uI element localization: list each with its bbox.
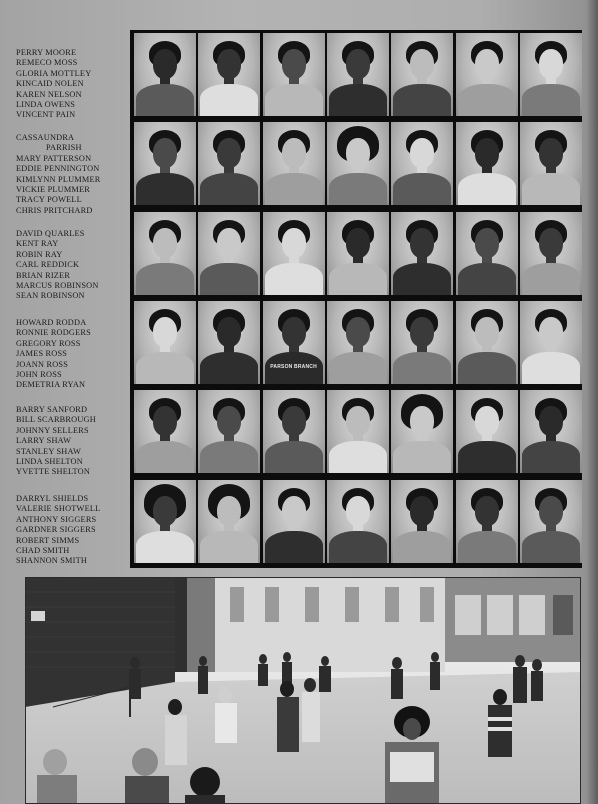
student-name: BARRY SANFORD <box>16 405 88 414</box>
student-name: SHANNON SMITH <box>16 556 88 566</box>
student-portrait <box>134 122 196 205</box>
student-portrait <box>327 390 389 473</box>
student-name: ANTHONY SIGGERS <box>16 514 97 524</box>
student-portrait <box>520 122 582 205</box>
student-portrait <box>134 301 196 384</box>
portrait-grid <box>130 30 582 568</box>
student-portrait <box>456 390 518 473</box>
student-portrait <box>327 122 389 205</box>
candid-photo-image <box>25 577 581 804</box>
student-name: JAMES ROSS <box>16 349 68 359</box>
student-portrait <box>520 212 582 295</box>
student-name: REMECO MOSS <box>16 58 78 68</box>
student-portrait <box>456 212 518 295</box>
student-portrait <box>134 480 196 563</box>
student-portrait <box>327 33 389 116</box>
student-portrait <box>456 301 518 384</box>
student-portrait <box>520 480 582 563</box>
student-name: CHRIS PRITCHARD <box>16 205 93 215</box>
student-name: DAVID QUARLES <box>16 229 85 238</box>
student-portrait <box>327 301 389 384</box>
student-portrait <box>520 301 582 384</box>
student-name: KAREN NELSON <box>16 89 82 99</box>
student-name: GREGORY ROSS <box>16 338 81 348</box>
shirt-lettering: PARSON BRANCH <box>270 363 317 370</box>
student-portrait <box>198 122 260 205</box>
student-name: VICKIE PLUMMER <box>16 185 91 195</box>
student-name: LARRY SHAW <box>16 436 72 446</box>
student-name: RONNIE RODGERS <box>16 328 91 338</box>
name-list-row-2 <box>16 133 128 216</box>
student-portrait <box>391 301 453 384</box>
student-portrait <box>391 390 453 473</box>
student-name: EDDIE PENNINGTON <box>16 164 100 174</box>
student-name: YVETTE SHELTON <box>16 467 91 477</box>
student-portrait <box>134 33 196 116</box>
student-name: JOHN ROSS <box>16 370 62 380</box>
student-name: LINDA OWENS <box>16 100 76 110</box>
student-name: DARRYL SHIELDS <box>16 494 89 503</box>
student-name: LINDA SHELTON <box>16 457 83 467</box>
student-portrait <box>327 212 389 295</box>
student-name: BRIAN RIZER <box>16 270 71 280</box>
student-name: TRACY POWELL <box>16 195 82 205</box>
student-portrait <box>391 33 453 116</box>
student-name: ROBERT SIMMS <box>16 535 80 545</box>
name-list-row-6 <box>16 494 128 567</box>
student-portrait <box>327 480 389 563</box>
student-portrait <box>263 122 325 205</box>
student-name: JOHNNY SELLERS <box>16 425 89 435</box>
student-name: HOWARD RODDA <box>16 318 87 327</box>
student-portrait <box>198 390 260 473</box>
name-list-row-5 <box>16 405 128 478</box>
student-portrait <box>134 212 196 295</box>
student-portrait <box>263 390 325 473</box>
student-portrait <box>391 122 453 205</box>
student-name: BILL SCARBROUGH <box>16 415 96 425</box>
student-name: MARY PATTERSON <box>16 153 92 163</box>
student-name: CASSAUNDRA <box>16 133 75 142</box>
student-portrait <box>263 212 325 295</box>
student-portrait <box>198 212 260 295</box>
student-portrait <box>391 480 453 563</box>
student-name: STANLEY SHAW <box>16 446 82 456</box>
name-list-row-4 <box>16 318 128 391</box>
student-name: GLORIA MOTTLEY <box>16 68 92 78</box>
student-portrait <box>198 301 260 384</box>
student-name: PARRISH <box>46 143 82 153</box>
student-portrait <box>520 390 582 473</box>
student-name: ROBIN RAY <box>16 249 63 259</box>
student-portrait <box>456 480 518 563</box>
student-name: VINCENT PAIN <box>16 110 76 120</box>
student-portrait <box>456 33 518 116</box>
name-list-row-1 <box>16 48 128 121</box>
student-portrait <box>263 480 325 563</box>
student-name: CARL REDDICK <box>16 260 80 270</box>
student-portrait <box>198 480 260 563</box>
student-name: SEAN ROBINSON <box>16 291 85 301</box>
student-name: PERRY MOORE <box>16 48 77 57</box>
student-portrait <box>520 33 582 116</box>
student-name: JOANN ROSS <box>16 359 69 369</box>
student-portrait <box>198 33 260 116</box>
student-name: KINCAID NOLEN <box>16 79 84 89</box>
student-name: VALERIE SHOTWELL <box>16 504 101 514</box>
student-portrait <box>263 33 325 116</box>
student-name: MARCUS ROBINSON <box>16 281 99 291</box>
student-portrait <box>391 212 453 295</box>
student-name: KENT RAY <box>16 239 59 249</box>
student-name: DEMETRIA RYAN <box>16 380 86 390</box>
candid-schoolyard-photo <box>25 577 581 804</box>
student-portrait <box>456 122 518 205</box>
name-list-row-3 <box>16 229 128 302</box>
student-portrait <box>134 390 196 473</box>
student-name: KIMLYNN PLUMMER <box>16 174 101 184</box>
student-name: GARDNER SIGGERS <box>16 525 96 535</box>
student-name: CHAD SMITH <box>16 546 70 556</box>
student-portrait <box>263 301 325 384</box>
